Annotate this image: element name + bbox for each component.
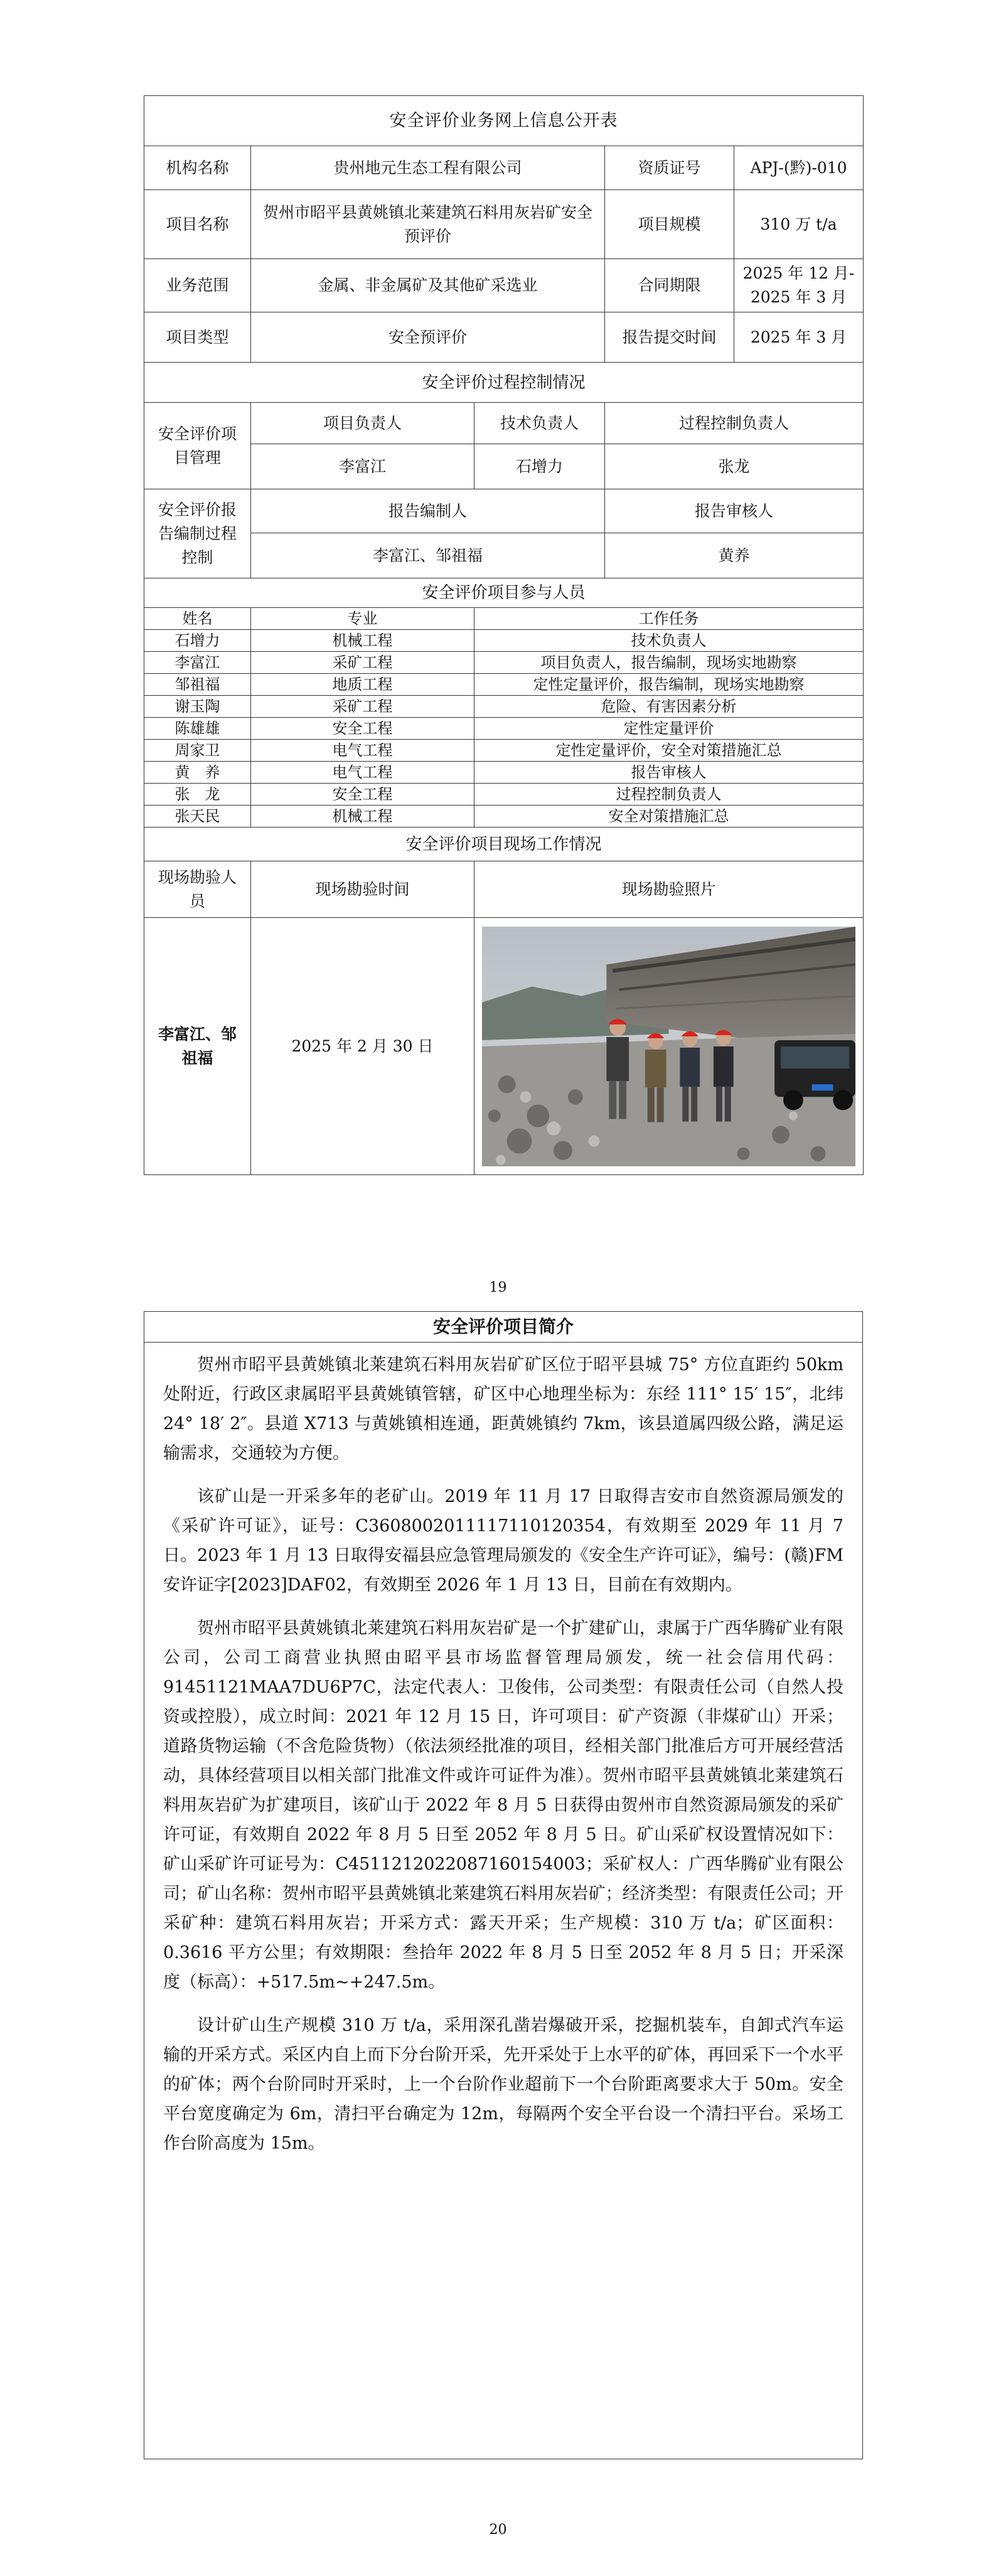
team-member-major: 安全工程 [251, 784, 474, 806]
team-member-task: 定性定量评价，安全对策措施汇总 [474, 740, 864, 762]
team-member-major: 电气工程 [251, 740, 474, 762]
submit-label: 报告提交时间 [605, 312, 734, 363]
project-intro-box [144, 1311, 863, 2459]
team-header-name: 姓名 [144, 608, 251, 630]
team-member-name: 石增力 [144, 630, 251, 652]
team-member-name: 张 龙 [144, 784, 251, 806]
report-writers: 李富江、邹祖福 [251, 533, 605, 578]
site-photo-cell [474, 918, 864, 1175]
site-header-people: 现场勘验人员 [144, 861, 251, 918]
site-date: 2025 年 2 月 30 日 [251, 918, 474, 1175]
org-label: 机构名称 [144, 146, 251, 190]
report-header-reviewer: 报告审核人 [605, 489, 864, 533]
scale-label: 项目规模 [605, 190, 734, 259]
business-label: 业务范围 [144, 259, 251, 312]
team-header-task: 工作任务 [474, 608, 864, 630]
team-member-task: 安全对策措施汇总 [474, 806, 864, 828]
project-value: 贺州市昭平县黄姚镇北莱建筑石料用灰岩矿安全预评价 [251, 190, 605, 259]
team-member-major: 地质工程 [251, 674, 474, 696]
project-intro-title: 安全评价项目简介 [144, 1312, 862, 1343]
team-member-name: 李富江 [144, 652, 251, 674]
team-member-task: 危险、有害因素分析 [474, 696, 864, 718]
team-section-title: 安全评价项目参与人员 [144, 578, 864, 608]
team-member-major: 采矿工程 [251, 696, 474, 718]
contract-value: 2025 年 12 月-2025 年 3 月 [734, 259, 864, 312]
management-project-lead: 李富江 [251, 444, 474, 489]
scale-value: 310 万 t/a [734, 190, 864, 259]
team-member-major: 采矿工程 [251, 652, 474, 674]
team-member-name: 陈雄雄 [144, 718, 251, 740]
team-member-major: 机械工程 [251, 806, 474, 828]
site-people: 李富江、邹祖福 [144, 918, 251, 1175]
team-member-major: 电气工程 [251, 762, 474, 784]
site-section-title: 安全评价项目现场工作情况 [144, 828, 864, 861]
intro-paragraph: 设计矿山生产规模 310 万 t/a，采用深孔凿岩爆破开采，挖掘机装车，自卸式汽车运输的开采方式。采区内自上而下分台阶开采，先开采处于上水平的矿体，再回采下一个水平的矿体；两个台阶同时开采时，上一个台阶作业超前下一个台阶距离要求大于 50m。安全平台宽度确定为 6m，清扫平台确定为 12m，每隔两个安全平台设一个清扫平台。采场工作台阶高度为 15m。 [163, 2016, 843, 2153]
report-reviewer: 黄养 [605, 533, 864, 578]
page-number: 20 [489, 2522, 507, 2538]
team-member-name: 邹祖福 [144, 674, 251, 696]
intro-paragraph: 贺州市昭平县黄姚镇北莱建筑石料用灰岩矿是一个扩建矿山，隶属于广西华腾矿业有限公司，公司工商营业执照由昭平县市场监督管理局颁发，统一社会信用代码：91451121MAA7DU6P7C，法定代表人：卫俊伟，公司类型：有限责任公司（自然人投资或控股），成立时间：2021 年 12 月 15 日，许可项目：矿产资源（非煤矿山）开采；道路货物运输（不含危险货物）（依法须经批准的项目，经相关部门批准后方可开展经营活动，具体经营项目以相关部门批准文件或许可证件为准）。贺州市昭平县黄姚镇北莱建筑石料用灰岩矿为扩建项目，该矿山于 2022 年 8 月 5 日获得由贺州市自然资源局颁发的采矿许可证，有效期自 2022 年 8 月 5 日至 2052 年 8 月 5 日。矿山采矿权设置情况如下：矿山采矿许可证号为：C4511212022087160154003；采矿权人：广西华腾矿业有限公司；矿山名称：贺州市昭平县黄姚镇北莱建筑石料用灰岩矿；经济类型：有限责任公司；开采矿种：建筑石料用灰岩；开采方式：露天开采；生产规模：310 万 t/a；矿区面积：0.3616 平方公里；有效期限：叁拾年 2022 年 8 月 5 日至 2052 年 8 月 5 日；开采深度（标高）：+517.5m~+247.5m。 [163, 1619, 843, 1992]
report-header-writer: 报告编制人 [251, 489, 605, 533]
org-value: 贵州地元生态工程有限公司 [251, 146, 605, 190]
team-member-task: 定性定量评价 [474, 718, 864, 740]
site-inspection-photo [482, 927, 855, 1166]
submit-value: 2025 年 3 月 [734, 312, 864, 363]
page-number: 19 [489, 1280, 507, 1296]
report-control-label: 安全评价报告编制过程控制 [144, 489, 251, 578]
team-member-major: 机械工程 [251, 630, 474, 652]
type-value: 安全预评价 [251, 312, 605, 363]
team-member-name: 谢玉陶 [144, 696, 251, 718]
team-member-task: 定性定量评价，报告编制，现场实地勘察 [474, 674, 864, 696]
site-header-photo: 现场勘验照片 [474, 861, 864, 918]
management-process-lead: 张龙 [605, 444, 864, 489]
team-member-task: 报告审核人 [474, 762, 864, 784]
intro-paragraph: 贺州市昭平县黄姚镇北莱建筑石料用灰岩矿矿区位于昭平县城 75° 方位直距约 50km 处附近，行政区隶属昭平县黄姚镇管辖，矿区中心地理坐标为：东经 111° 15′ 15″，北纬 24° 18′ 2″。县道 X713 与黄姚镇相连通，距黄姚镇约 7km，该县道属四级公路，满足运输需求，交通较为方便。 [163, 1355, 843, 1463]
contract-label: 合同期限 [605, 259, 734, 312]
project-label: 项目名称 [144, 190, 251, 259]
management-header-process-lead: 过程控制负责人 [605, 403, 864, 444]
info-disclosure-table [144, 95, 864, 1175]
team-member-major: 安全工程 [251, 718, 474, 740]
team-member-name: 张天民 [144, 806, 251, 828]
team-member-name: 周家卫 [144, 740, 251, 762]
site-header-date: 现场勘验时间 [251, 861, 474, 918]
intro-paragraph: 该矿山是一开采多年的老矿山。2019 年 11 月 17 日取得吉安市自然资源局颁发的《采矿许可证》，证号：C3608002011117110120354，有效期至 2029 年 11 月 7 日。2023 年 1 月 13 日取得安福县应急管理局颁发的《安全生产许可证》，编号：(赣)FM 安许证字[2023]DAF02，有效期至 2026 年 1 月 13 日，目前在有效期内。 [163, 1487, 843, 1595]
process-section-title: 安全评价过程控制情况 [144, 363, 864, 403]
cert-label: 资质证号 [605, 146, 734, 190]
type-label: 项目类型 [144, 312, 251, 363]
team-member-task: 项目负责人，报告编制，现场实地勘察 [474, 652, 864, 674]
management-tech-lead: 石增力 [474, 444, 605, 489]
team-header-major: 专业 [251, 608, 474, 630]
table-title: 安全评价业务网上信息公开表 [144, 96, 864, 146]
management-header-project-lead: 项目负责人 [251, 403, 474, 444]
management-header-tech-lead: 技术负责人 [474, 403, 605, 444]
team-member-task: 过程控制负责人 [474, 784, 864, 806]
team-member-task: 技术负责人 [474, 630, 864, 652]
team-member-name: 黄 养 [144, 762, 251, 784]
page-20 [0, 1311, 996, 2576]
management-label: 安全评价项目管理 [144, 403, 251, 489]
cert-value: APJ-(黔)-010 [734, 146, 864, 190]
business-value: 金属、非金属矿及其他矿采选业 [251, 259, 605, 312]
project-intro-body [144, 1343, 862, 2158]
